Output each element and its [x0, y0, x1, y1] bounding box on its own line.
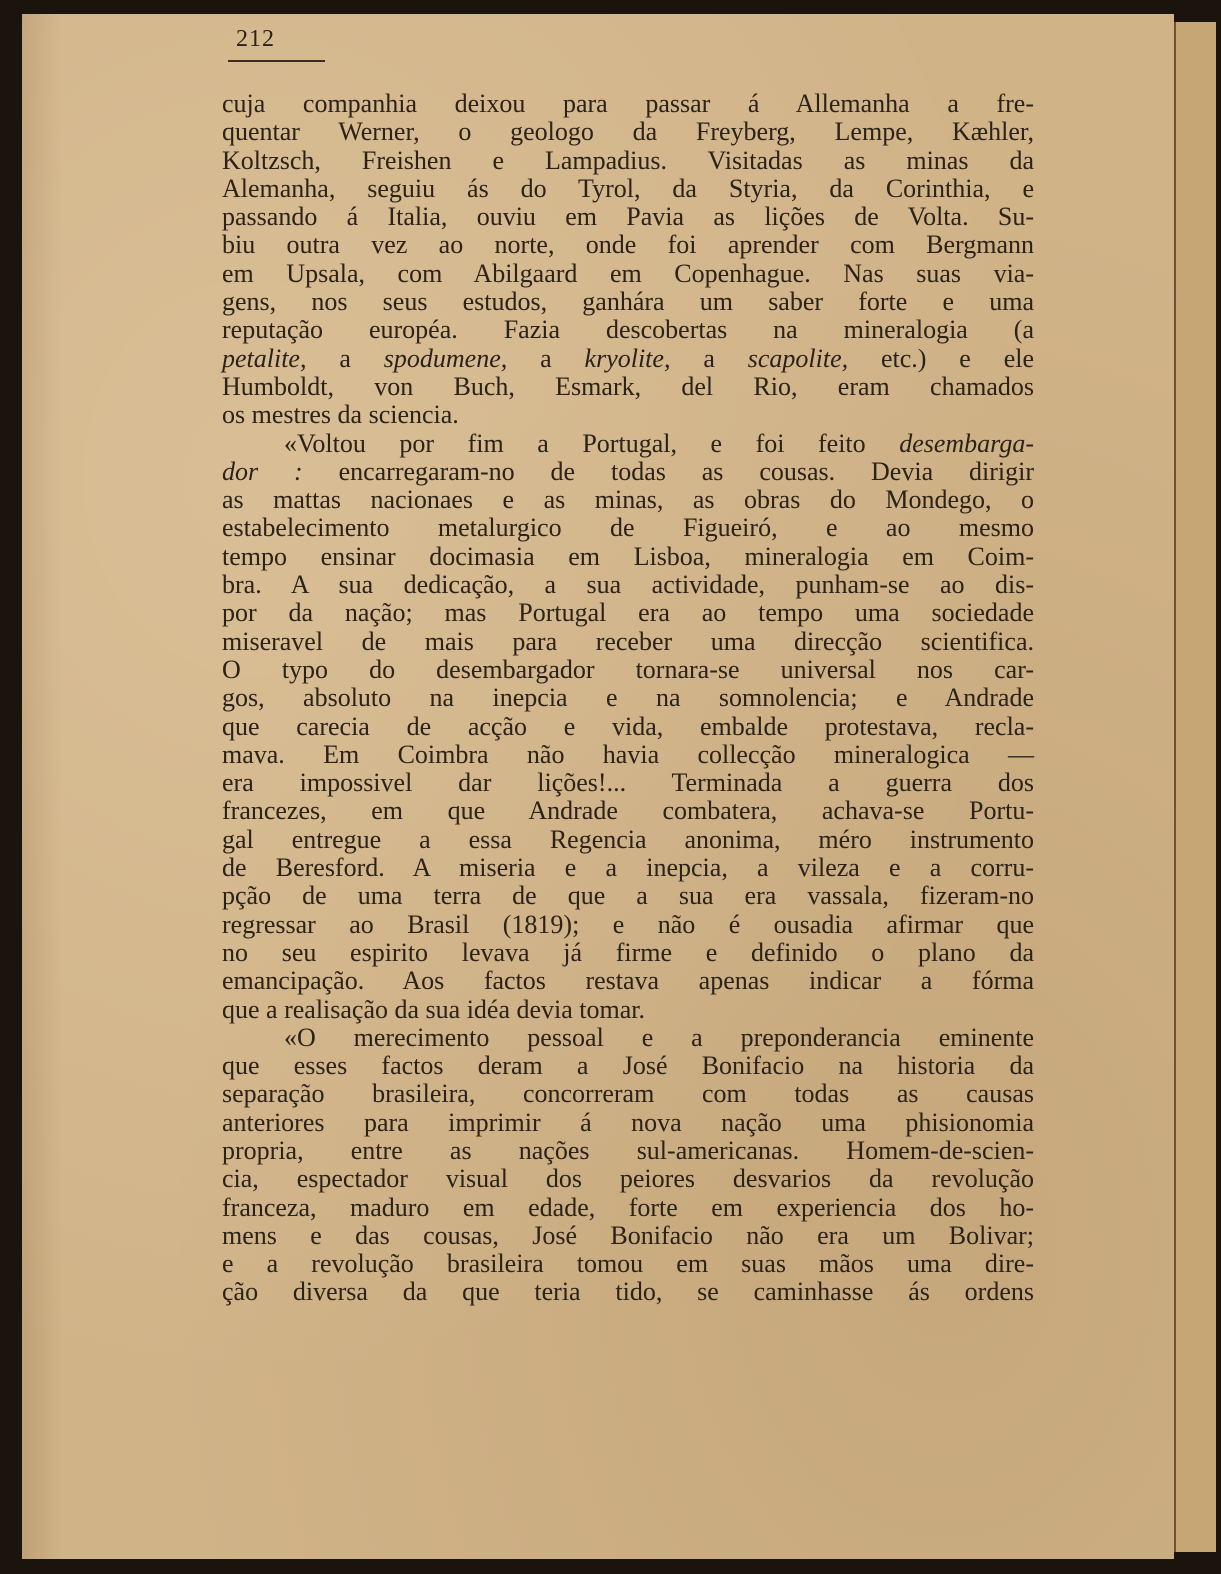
text-line: as mattas nacionaes e as minas, as obras do Mondego, o — [222, 485, 1034, 515]
text-line: no seu espirito levava já firme e definido o plano da — [222, 937, 1034, 967]
text-line: propria, entre as nações sul-americanas. Homem-de-scien- — [222, 1135, 1034, 1165]
text-line: em Upsala, com Abilgaard em Copenhague. Nas suas via- — [222, 258, 1034, 288]
text-line: passando á Italia, ouviu em Pavia as lições de Volta. Su- — [222, 202, 1034, 232]
italic-term: dor : — [222, 456, 303, 486]
italic-term: desembarga- — [899, 428, 1034, 458]
text-line: mava. Em Coimbra não havia collecção mineralogica — — [222, 739, 1034, 769]
text-line: mens e das cousas, José Bonifacio não era um Bolivar; — [222, 1220, 1034, 1250]
text-line: estabelecimento metalurgico de Figueiró, e ao mesmo — [222, 513, 1034, 543]
text-line: Alemanha, seguiu ás do Tyrol, da Styria, da Corinthia, e — [222, 173, 1034, 203]
text-run: encarregaram-no de todas as cousas. Devia dirigir — [302, 456, 1034, 486]
text-line: por da nação; mas Portugal era ao tempo uma sociedade — [222, 598, 1034, 628]
text-line-paragraph-start: «O merecimento pessoal e a preponderancia eminente — [284, 1022, 1034, 1052]
text-line: Humboldt, von Buch, Esmark, del Rio, eram chamados — [222, 371, 1034, 401]
text-run: etc.) e ele — [848, 343, 1035, 373]
text-line: cia, espectador visual dos peiores desvarios da revolução — [222, 1164, 1034, 1194]
text-line-mineral-list — [222, 345, 1034, 373]
text-line: os mestres da sciencia. — [222, 400, 459, 430]
italic-term: scapolite, — [747, 343, 849, 373]
text-line: que carecia de acção e vida, embalde protestava, recla- — [222, 711, 1034, 741]
text-line: miseravel de mais para receber uma direcção scientifica. — [222, 626, 1034, 656]
text-line: que a realisação da sua idéa devia tomar. — [222, 994, 646, 1024]
text-line: reputação européa. Fazia descobertas na mineralogia (a — [222, 315, 1034, 345]
text-run: «Voltou por fim a Portugal, e foi feito — [284, 428, 900, 458]
text-line: Koltzsch, Freishen e Lampadius. Visitadas as minas da — [222, 145, 1034, 175]
text-line: tempo ensinar docimasia em Lisboa, mineralogia em Coim- — [222, 541, 1034, 571]
text-line: ção diversa da que teria tido, se caminhasse ás ordens — [222, 1277, 1034, 1307]
text-line: separação brasileira, concorreram com todas as causas — [222, 1079, 1034, 1109]
text-run: a — [306, 343, 384, 373]
text-line: francezes, em que Andrade combatera, achava-se Portu- — [222, 796, 1034, 826]
text-line: de Beresford. A miseria e a inepcia, a vileza e a corru- — [222, 853, 1034, 883]
text-line: quentar Werner, o geologo da Freyberg, Lempe, Kæhler, — [222, 117, 1034, 147]
body-text — [222, 90, 1034, 1307]
text-line: era impossivel dar lições!... Terminada a guerra dos — [222, 768, 1034, 798]
text-line: e a revolução brasileira tomou em suas mãos uma dire- — [222, 1249, 1034, 1279]
text-line: pção de uma terra de que a sua era vassala, fizeram-no — [222, 881, 1034, 911]
text-line: emancipação. Aos factos restava apenas indicar a fórma — [222, 966, 1034, 996]
text-line: cuja companhia deixou para passar á Allemanha a fre- — [222, 89, 1034, 118]
text-run: a — [507, 343, 585, 373]
text-line: franceza, maduro em edade, forte em experiencia dos ho- — [222, 1192, 1034, 1222]
text-line-paragraph-start — [222, 430, 1034, 458]
text-run: a — [670, 343, 748, 373]
italic-term: petalite, — [222, 343, 307, 373]
text-line: gal entregue a essa Regencia anonima, méro instrumento — [222, 824, 1034, 854]
text-line: que esses factos deram a José Bonifacio na historia da — [222, 1051, 1034, 1081]
italic-term: kryolite, — [584, 343, 671, 373]
text-line — [222, 458, 1034, 486]
header-rule — [228, 60, 325, 62]
text-line: gos, absoluto na inepcia e na somnolencia; e Andrade — [222, 683, 1034, 713]
italic-term: spodumene, — [383, 343, 508, 373]
text-line: bra. A sua dedicação, a sua actividade, punham-se ao dis- — [222, 570, 1034, 600]
text-line: biu outra vez ao norte, onde foi aprender com Bergmann — [222, 230, 1034, 260]
page-number: 212 — [236, 26, 275, 52]
text-line: regressar ao Brasil (1819); e não é ousadia afirmar que — [222, 909, 1034, 939]
text-line: anteriores para imprimir á nova nação uma phisionomia — [222, 1107, 1034, 1137]
text-line: O typo do desembargador tornara-se universal nos car- — [222, 654, 1034, 684]
adjacent-page-edge — [1174, 22, 1216, 1552]
text-line: gens, nos seus estudos, ganhára um saber forte e uma — [222, 287, 1034, 317]
